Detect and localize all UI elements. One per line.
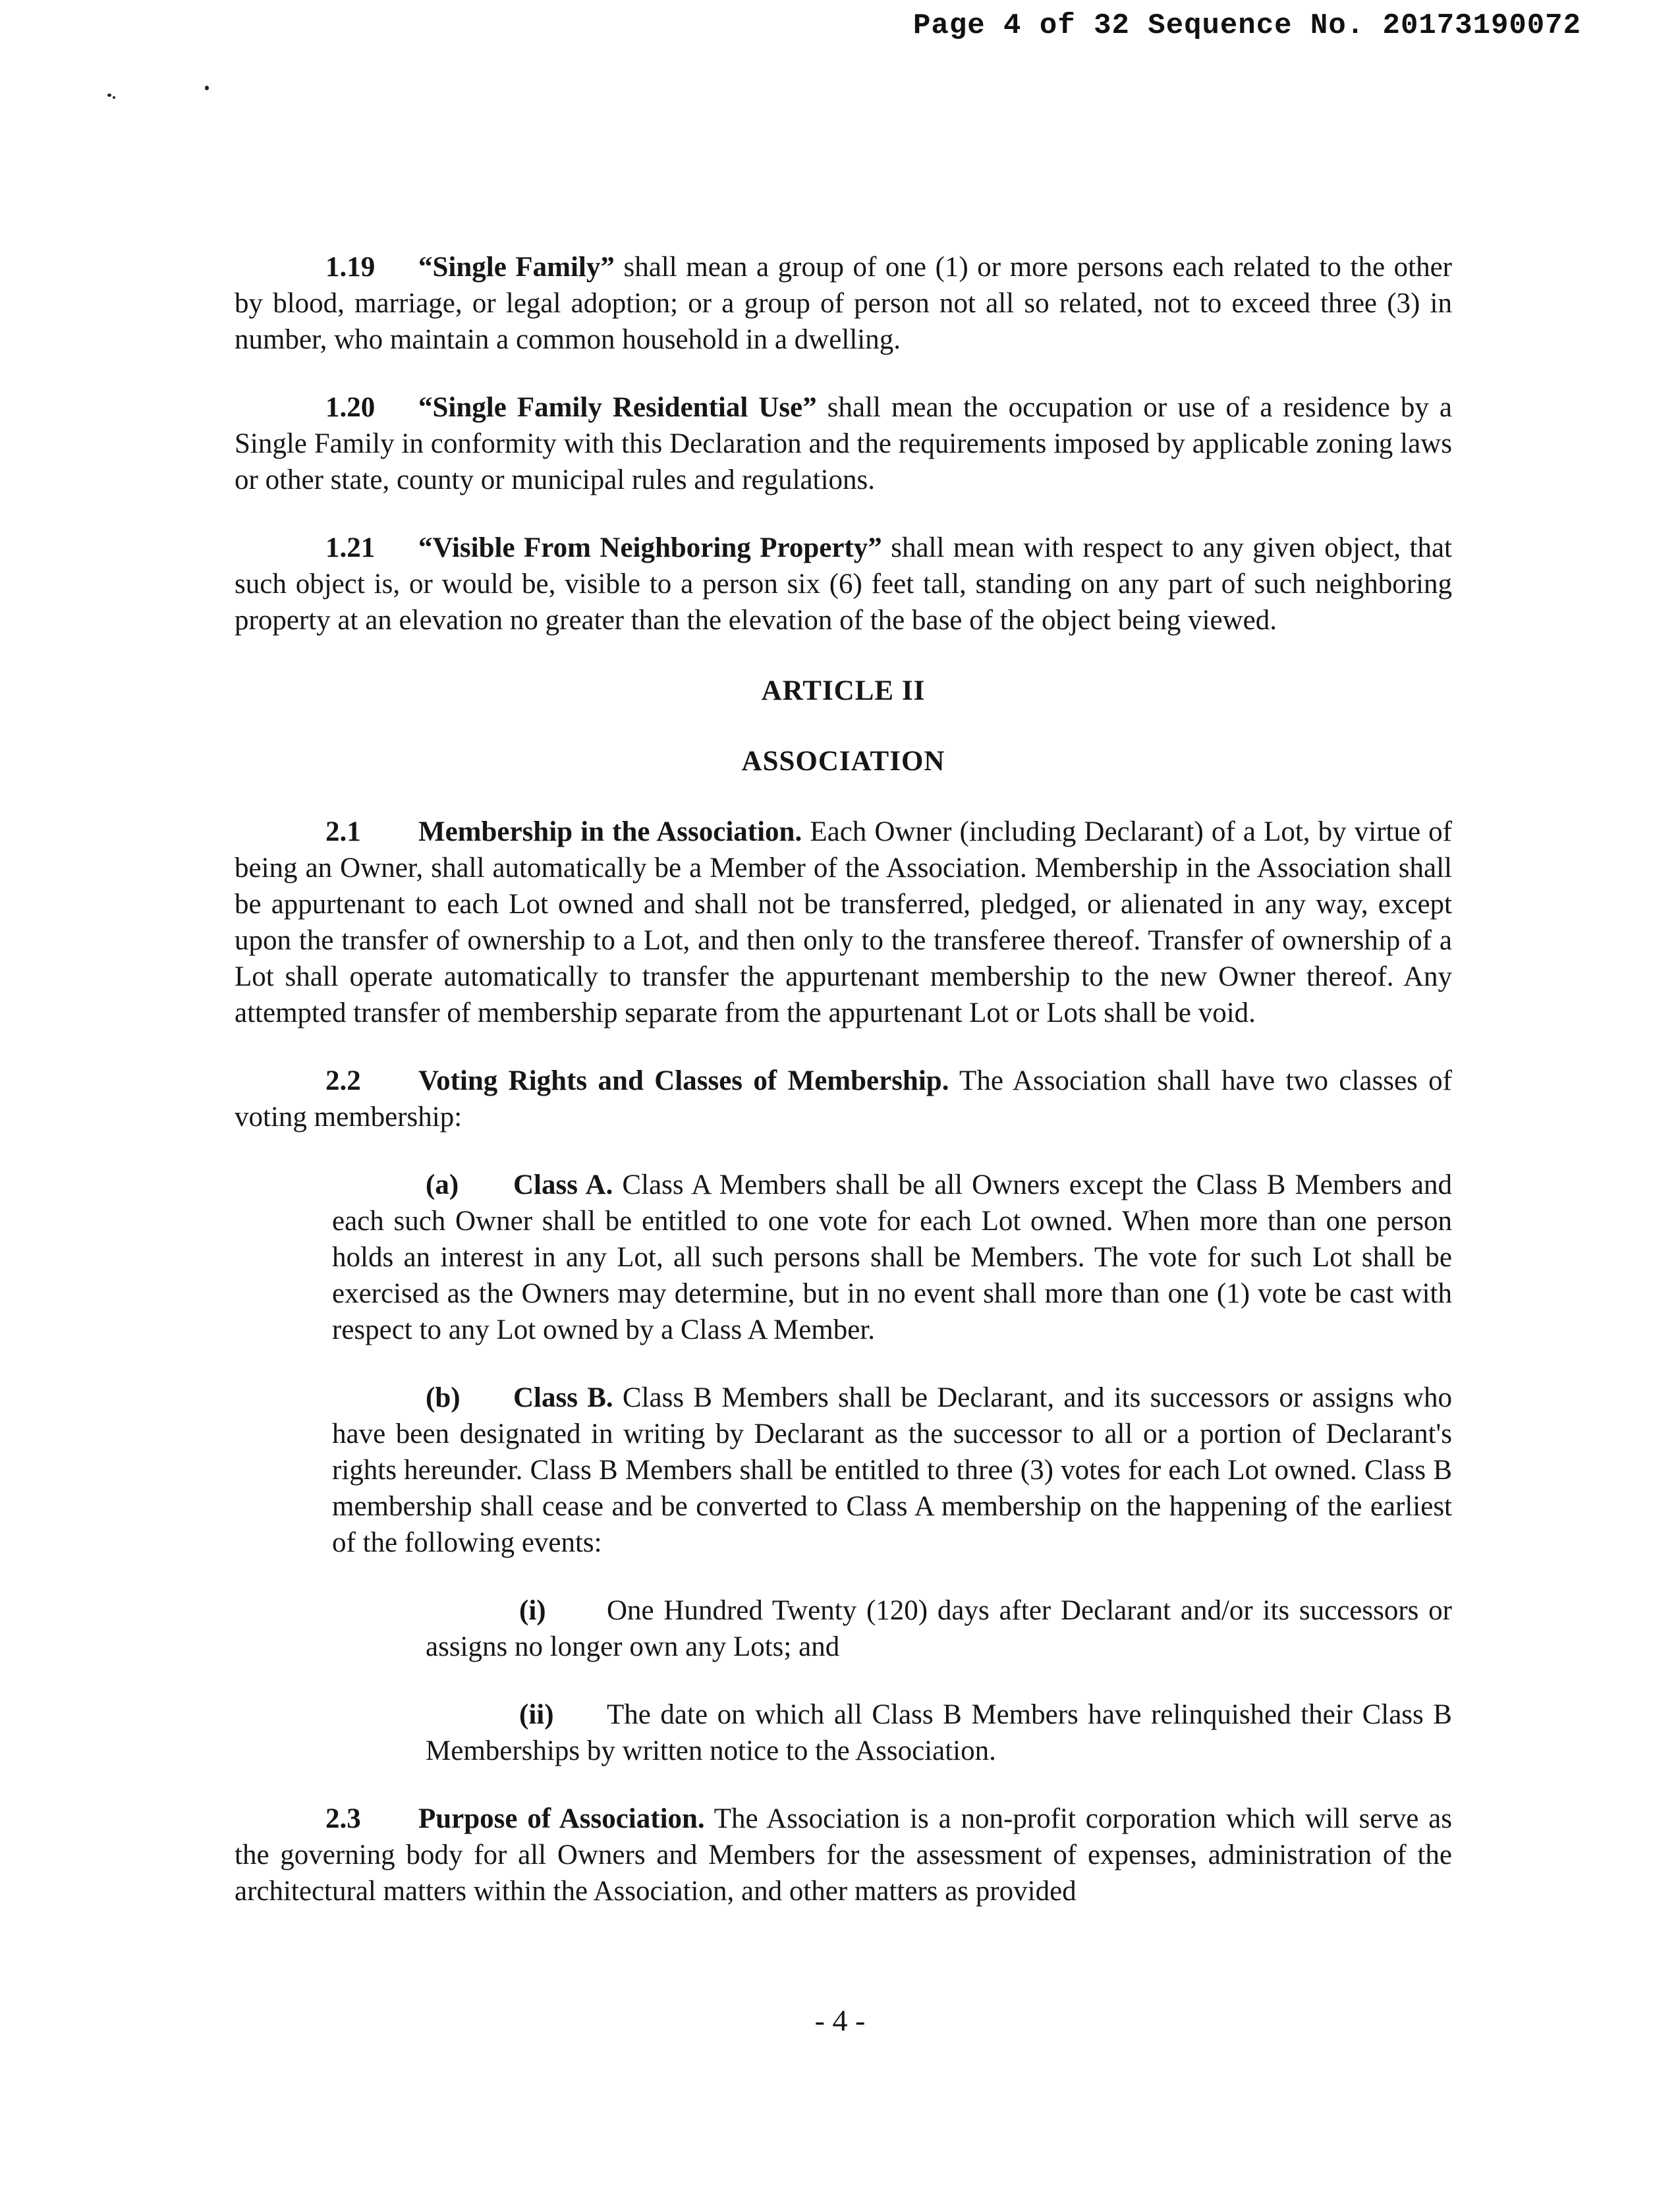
subsection-heading: Class A. [513,1169,613,1200]
section-text: The Association shall have two classes of voting membership: [235,1065,1452,1133]
subsection-text: Class A Members shall be all Owners except the Class B Members and each such Owner shall be entitled to one vote for each Lot owned. When more than one person holds an interest in any Lot, all such persons shall be Members. The vote for such Lot shall be exercised as the Owners may determine, but in no event shall more than one (1) vote be cast with respect to any Lot owned by a Class A Member. [332,1169,1452,1345]
section-heading: Membership in the Association. [418,816,802,847]
subsection-text: Class B Members shall be Declarant, and its successors or assigns who have been designated in writing by Declarant as the successor to all or a portion of Declarant's rights hereunder. Class B Members shall be entitled to three (3) votes for each Lot owned. Class B membership shall cease and be converted to Class A membership on the happening of the earliest of the following events: [332,1382,1452,1558]
section-2-3 [235,1801,1452,1909]
event-number: (i) [519,1595,546,1626]
event-ii [235,1697,1452,1769]
scan-speck [107,94,111,97]
section-text: shall mean with respect to any given object, that such object is, or would be, visible to a person six (6) feet tall, standing on any part of such neighboring property at an elevation no greater than the elevation of the base of the object being viewed. [235,532,1452,636]
page-header: Page 4 of 32 Sequence No. 20173190072 [913,9,1581,42]
section-text: The Association is a non-profit corporation which will serve as the governing body for all Owners and Members for the assessment of expenses, administration of the architectural matters within the Association, and other matters as provided [235,1803,1453,1907]
event-number: (ii) [519,1699,554,1730]
defined-term: “Single Family Residential Use” [418,392,817,423]
defined-term: “Single Family” [418,252,615,283]
article-title: ASSOCIATION [741,746,945,777]
document-body [235,249,1452,1909]
subsection-number: (b) [426,1382,461,1413]
scan-speck [205,86,209,90]
section-number: 2.2 [325,1065,361,1096]
page-number: - 4 - [814,2004,866,2037]
event-text: One Hundred Twenty (120) days after Declarant and/or its successors or assigns no longer own any Lots; and [426,1595,1452,1662]
section-number: 2.3 [325,1803,361,1834]
section-heading: Voting Rights and Classes of Membership. [418,1065,949,1096]
subsection-class-b [235,1380,1452,1561]
section-text: shall mean the occupation or use of a residence by a Single Family in conformity with this Declaration and the requirements imposed by applicable zoning laws or other state, county or municipal rules and regulations. [235,392,1453,495]
subsection-heading: Class B. [513,1382,613,1413]
defined-term: “Visible From Neighboring Property” [418,532,882,563]
scan-speck [113,96,115,99]
article-number: ARTICLE II [761,675,926,706]
section-text: Each Owner (including Declarant) of a Lot, by virtue of being an Owner, shall automatically be a Member of the Association. Membership in the Association shall be appurtenant to each Lot owned and shall not be transferred, pledged, or alienated in any way, except upon the transfer of ownership to a Lot, and then only to the transferee thereof. Transfer of ownership of a Lot shall operate automatically to transfer the appurtenant membership to the new Owner thereof. Any attempted transfer of membership separate from the appurtenant Lot or Lots shall be void. [235,816,1452,1028]
section-1-21 [235,530,1452,638]
section-heading: Purpose of Association. [418,1803,705,1834]
event-i [235,1592,1452,1665]
section-1-20 [235,389,1452,498]
subsection-number: (a) [426,1169,459,1200]
section-number: 1.21 [325,532,376,563]
section-number: 1.19 [325,252,376,283]
event-text: The date on which all Class B Members have relinquished their Class B Memberships by written notice to the Association. [426,1699,1452,1766]
section-1-19 [235,249,1452,358]
section-2-1 [235,814,1452,1031]
section-number: 1.20 [325,392,376,423]
section-2-2 [235,1063,1452,1135]
section-number: 2.1 [325,816,361,847]
section-text: shall mean a group of one (1) or more persons each related to the other by blood, marriage, or legal adoption; or a group of person not all so related, not to exceed three (3) in number, who maintain a common household in a dwelling. [235,252,1452,355]
subsection-class-a [235,1167,1452,1348]
